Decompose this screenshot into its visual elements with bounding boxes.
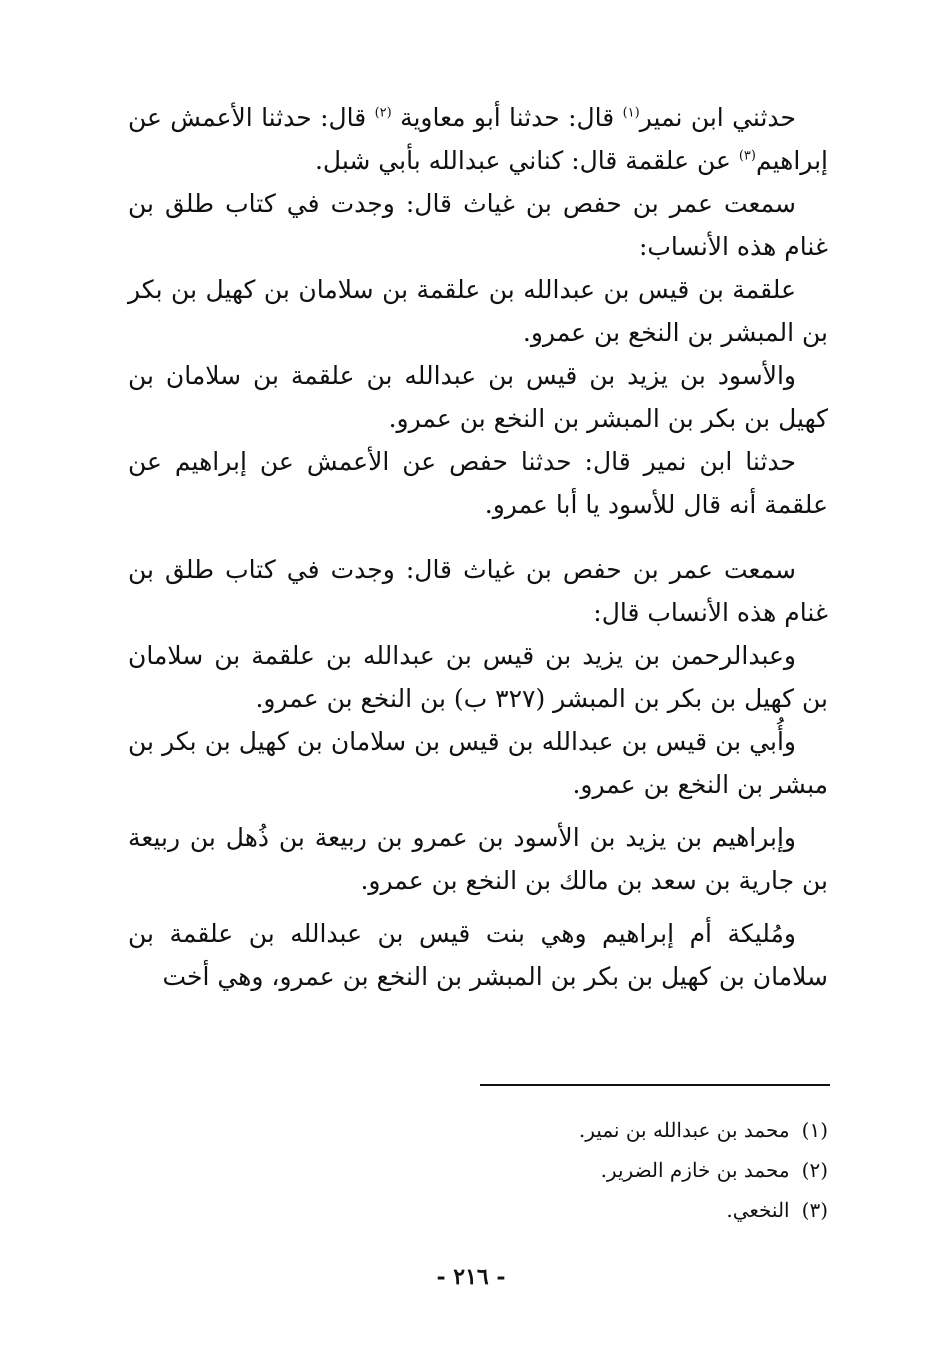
footnote-divider xyxy=(480,1084,830,1086)
footnote-ref-1[interactable]: (١) xyxy=(622,105,640,121)
footnote-ref-2[interactable]: (٢) xyxy=(374,105,392,121)
footnote-text: النخعي. xyxy=(726,1198,790,1222)
footnote-number: (١) xyxy=(801,1118,828,1142)
text-run: قال: حدثنا الأعمش عن إبراهيم xyxy=(128,103,828,175)
paragraph-7: وعبدالرحمن بن يزيد بن قيس بن عبدالله بن علقمة بن سلامان بن كهيل بن بكر بن المبشر (٣٢٧ ب) بن النخع بن عمرو. xyxy=(128,641,828,713)
paragraph-5: حدثنا ابن نمير قال: حدثنا حفص عن الأعمش عن إبراهيم عن علقمة أنه قال للأسود يا أبا عمرو. xyxy=(128,447,828,519)
paragraph-4: والأسود بن يزيد بن قيس بن عبدالله بن علقمة بن سلامان بن كهيل بن بكر بن المبشر بن النخع بن عمرو. xyxy=(128,361,828,433)
footnote-3 xyxy=(480,1190,828,1230)
page-number: - ٢١٦ - xyxy=(436,1264,506,1290)
paragraph-1 xyxy=(128,96,828,182)
main-text xyxy=(128,96,828,998)
paragraph-8: وأُبي بن قيس بن عبدالله بن قيس بن سلامان بن كهيل بن بكر بن مبشر بن النخع بن عمرو. xyxy=(128,727,828,799)
paragraph-9: وإبراهيم بن يزيد بن الأسود بن عمرو بن ربيعة بن ذُهل بن ربيعة بن جارية بن سعد بن مالك بن النخع بن عمرو. xyxy=(128,823,828,895)
footnote-text: محمد بن خازم الضرير. xyxy=(600,1158,790,1182)
paragraph-6: سمعت عمر بن حفص بن غياث قال: وجدت في كتاب طلق بن غنام هذه الأنساب قال: xyxy=(128,555,828,627)
footnote-number: (٣) xyxy=(801,1198,828,1222)
footnote-1 xyxy=(480,1110,828,1150)
footnote-ref-3[interactable]: (٣) xyxy=(738,148,756,164)
paragraph-2: سمعت عمر بن حفص بن غياث قال: وجدت في كتاب طلق بن غنام هذه الأنساب: xyxy=(128,189,828,261)
text-run: قال: حدثنا أبو معاوية xyxy=(391,103,623,132)
footnote-text: محمد بن عبدالله بن نمير. xyxy=(578,1118,790,1142)
paragraph-10: ومُليكة أم إبراهيم وهي بنت قيس بن عبدالله بن علقمة بن سلامان بن كهيل بن بكر بن المبشر بن النخع بن عمرو، وهي أخت xyxy=(128,919,828,991)
footnotes xyxy=(480,1110,828,1230)
footnote-number: (٢) xyxy=(801,1158,828,1182)
text-run: حدثني ابن نمير xyxy=(639,103,797,132)
footnote-2 xyxy=(480,1150,828,1190)
paragraph-3: علقمة بن قيس بن عبدالله بن علقمة بن سلامان بن كهيل بن بكر بن المبشر بن النخع بن عمرو. xyxy=(128,275,828,347)
text-run: عن علقمة قال: كناني عبدالله بأبي شبل. xyxy=(314,146,739,175)
